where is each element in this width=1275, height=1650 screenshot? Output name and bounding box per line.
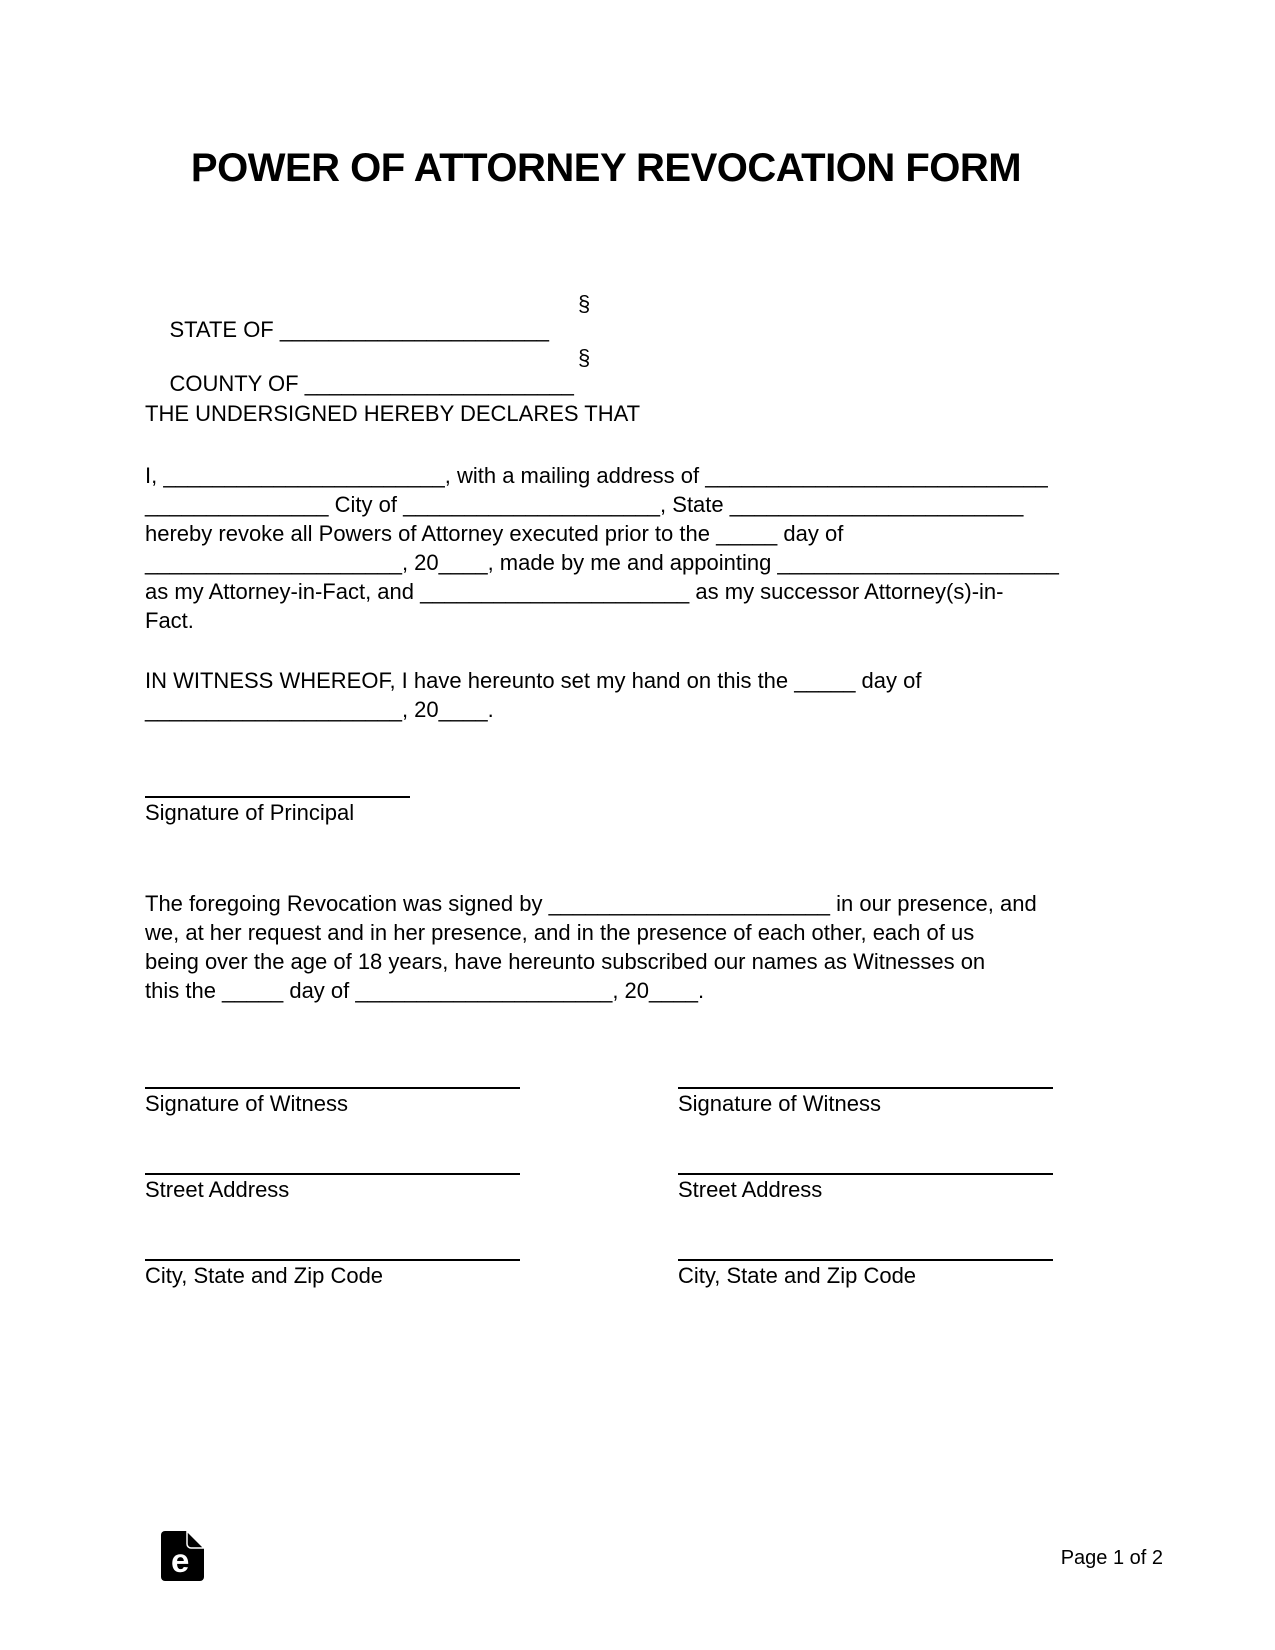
witness-city-label: City, State and Zip Code xyxy=(145,1263,384,1288)
paragraph-line: being over the age of 18 years, have hereunto subscribed our names as Witnesses on xyxy=(145,949,986,974)
paragraph-line: The foregoing Revocation was signed by _______________________ in our presence, and xyxy=(145,891,1037,916)
witness-city-label: City, State and Zip Code xyxy=(678,1263,917,1288)
witness-signature-label: Signature of Witness xyxy=(678,1091,881,1116)
section-symbol: § xyxy=(578,291,591,316)
witness-city-group xyxy=(678,1233,1078,1290)
paragraph-line: I, _______________________, with a mailing address of ____________________________ xyxy=(145,463,1048,488)
principal-signature-label: Signature of Principal xyxy=(145,800,355,825)
witness-street-label: Street Address xyxy=(145,1177,290,1202)
witness-city-line xyxy=(145,1233,520,1261)
paragraph-line: _____________________, 20____. xyxy=(145,697,494,722)
section-symbol: § xyxy=(578,345,591,370)
county-of-label-with-blank: COUNTY OF ______________________ xyxy=(169,371,574,396)
witness-street-label: Street Address xyxy=(678,1177,823,1202)
paragraph-line: IN WITNESS WHEREOF, I have hereunto set my hand on this the _____ day of xyxy=(145,668,922,693)
witness-street-line xyxy=(145,1147,520,1175)
witness-column-1 xyxy=(145,1061,545,1290)
attestation-paragraph xyxy=(145,889,1135,1005)
principal-signature-line xyxy=(145,770,410,798)
paragraph-line: we, at her request and in her presence, and in the presence of each other, each of us xyxy=(145,920,975,945)
witness-signature-line xyxy=(678,1061,1053,1089)
paragraph-line: _____________________, 20____, made by me and appointing _______________________ xyxy=(145,550,1059,575)
paragraph-line: hereby revoke all Powers of Attorney executed prior to the _____ day of xyxy=(145,521,844,546)
witness-signature-group xyxy=(678,1061,1078,1118)
paragraph-line: this the _____ day of _____________________, 20____. xyxy=(145,978,705,1003)
page-indicator: Page 1 of 2 xyxy=(1060,1547,1163,1569)
witness-column-2 xyxy=(678,1061,1078,1290)
witness-signature-line xyxy=(145,1061,520,1089)
paragraph-line: _______________ City of _____________________, State ________________________ xyxy=(145,492,1024,517)
declaration-heading: THE UNDERSIGNED HEREBY DECLARES THAT xyxy=(145,401,641,426)
document-title: POWER OF ATTORNEY REVOCATION FORM xyxy=(190,146,1022,190)
witness-signature-group xyxy=(145,1061,545,1118)
revocation-paragraph xyxy=(145,461,1135,635)
logo-letter: e xyxy=(171,1542,190,1579)
witness-whereof-paragraph xyxy=(145,666,1135,724)
witness-signature-label: Signature of Witness xyxy=(145,1091,348,1116)
witness-street-line xyxy=(678,1147,1053,1175)
county-of-row xyxy=(145,345,1067,449)
witness-street-group xyxy=(145,1147,545,1204)
principal-signature-block xyxy=(145,770,410,828)
paragraph-line: as my Attorney-in-Fact, and ______________________ as my successor Attorney(s)-in- xyxy=(145,579,1004,604)
eforms-logo xyxy=(160,1531,204,1581)
paragraph-line: Fact. xyxy=(145,608,194,633)
witness-city-group xyxy=(145,1233,545,1290)
witness-city-line xyxy=(678,1233,1053,1261)
witness-street-group xyxy=(678,1147,1078,1204)
state-of-label-with-blank: STATE OF ______________________ xyxy=(169,317,550,342)
document-icon xyxy=(160,1531,204,1581)
